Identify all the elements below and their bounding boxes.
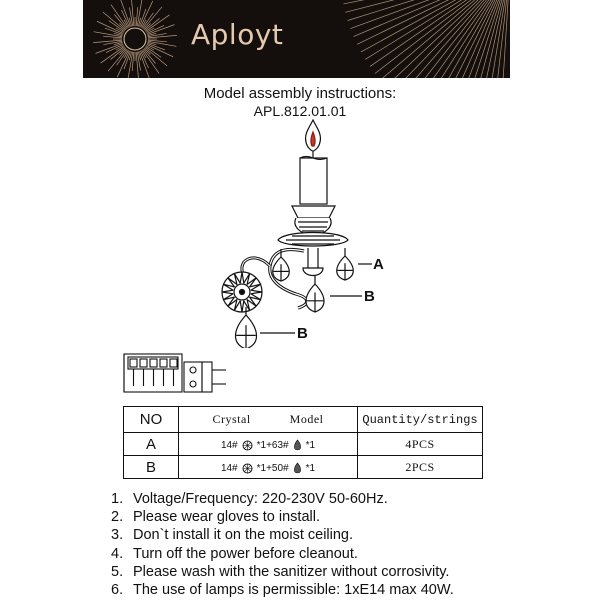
list-item: 3. Don`t install it on the moist ceiling. [111,527,354,544]
list-item: 4. Turn off the power before cleanout. [111,545,358,562]
instructions-title: Model assembly instructions: [203,85,397,102]
row-b-count2: *1 [305,462,316,474]
row-b-crystal [179,456,358,479]
list-item: 5. Please wash with the sanitizer without corrosivity. [111,563,450,580]
header-crystal-model [179,407,358,433]
model-number: APL.812.01.01 [253,103,347,119]
list-item: 1. Voltage/Frequency: 220-230V 50-60Hz. [111,491,388,507]
row-b-quantity: 2PCS [358,456,483,479]
instruction-notes-list [111,490,454,599]
octagon-crystal-icon [242,440,253,451]
callout-b-lower: B [297,325,308,342]
row-a-crystal [179,433,358,456]
brand-logo-text: Aployt [191,18,284,51]
octagon-crystal-icon [242,463,253,474]
list-item: 6. The use of lamps is permissible: 1xE14 max 40W. [111,582,454,599]
callout-a: A [373,256,384,273]
table-row [124,456,483,479]
row-a-quantity: 4PCS [358,433,483,456]
header-quantity: Quantity/strings [358,407,483,433]
teardrop-crystal-icon [293,462,302,475]
row-b-size: 14# [220,462,238,474]
brand-banner [83,0,510,78]
list-item: 2. Please wear gloves to install. [111,509,320,526]
callout-b-upper: B [364,288,375,305]
row-a-count2: *1 [305,439,316,451]
header-crystal: Crystal [212,412,251,426]
row-a-no: A [124,433,179,456]
wiring-terminal-diagram [122,352,232,396]
row-b-no: B [124,456,179,479]
crystal-spec-table [123,406,483,479]
table-header-row [124,407,483,433]
row-a-size: 14# [220,439,238,451]
row-a-count1: *1+63# [256,439,289,451]
table-row [124,433,483,456]
header-no: NO [124,407,179,433]
row-b-count1: *1+50# [256,462,289,474]
header-model: Model [289,412,324,426]
sconce-assembly-diagram [200,118,400,348]
teardrop-crystal-icon [293,439,302,452]
sunburst-logo-graphic [83,0,510,78]
